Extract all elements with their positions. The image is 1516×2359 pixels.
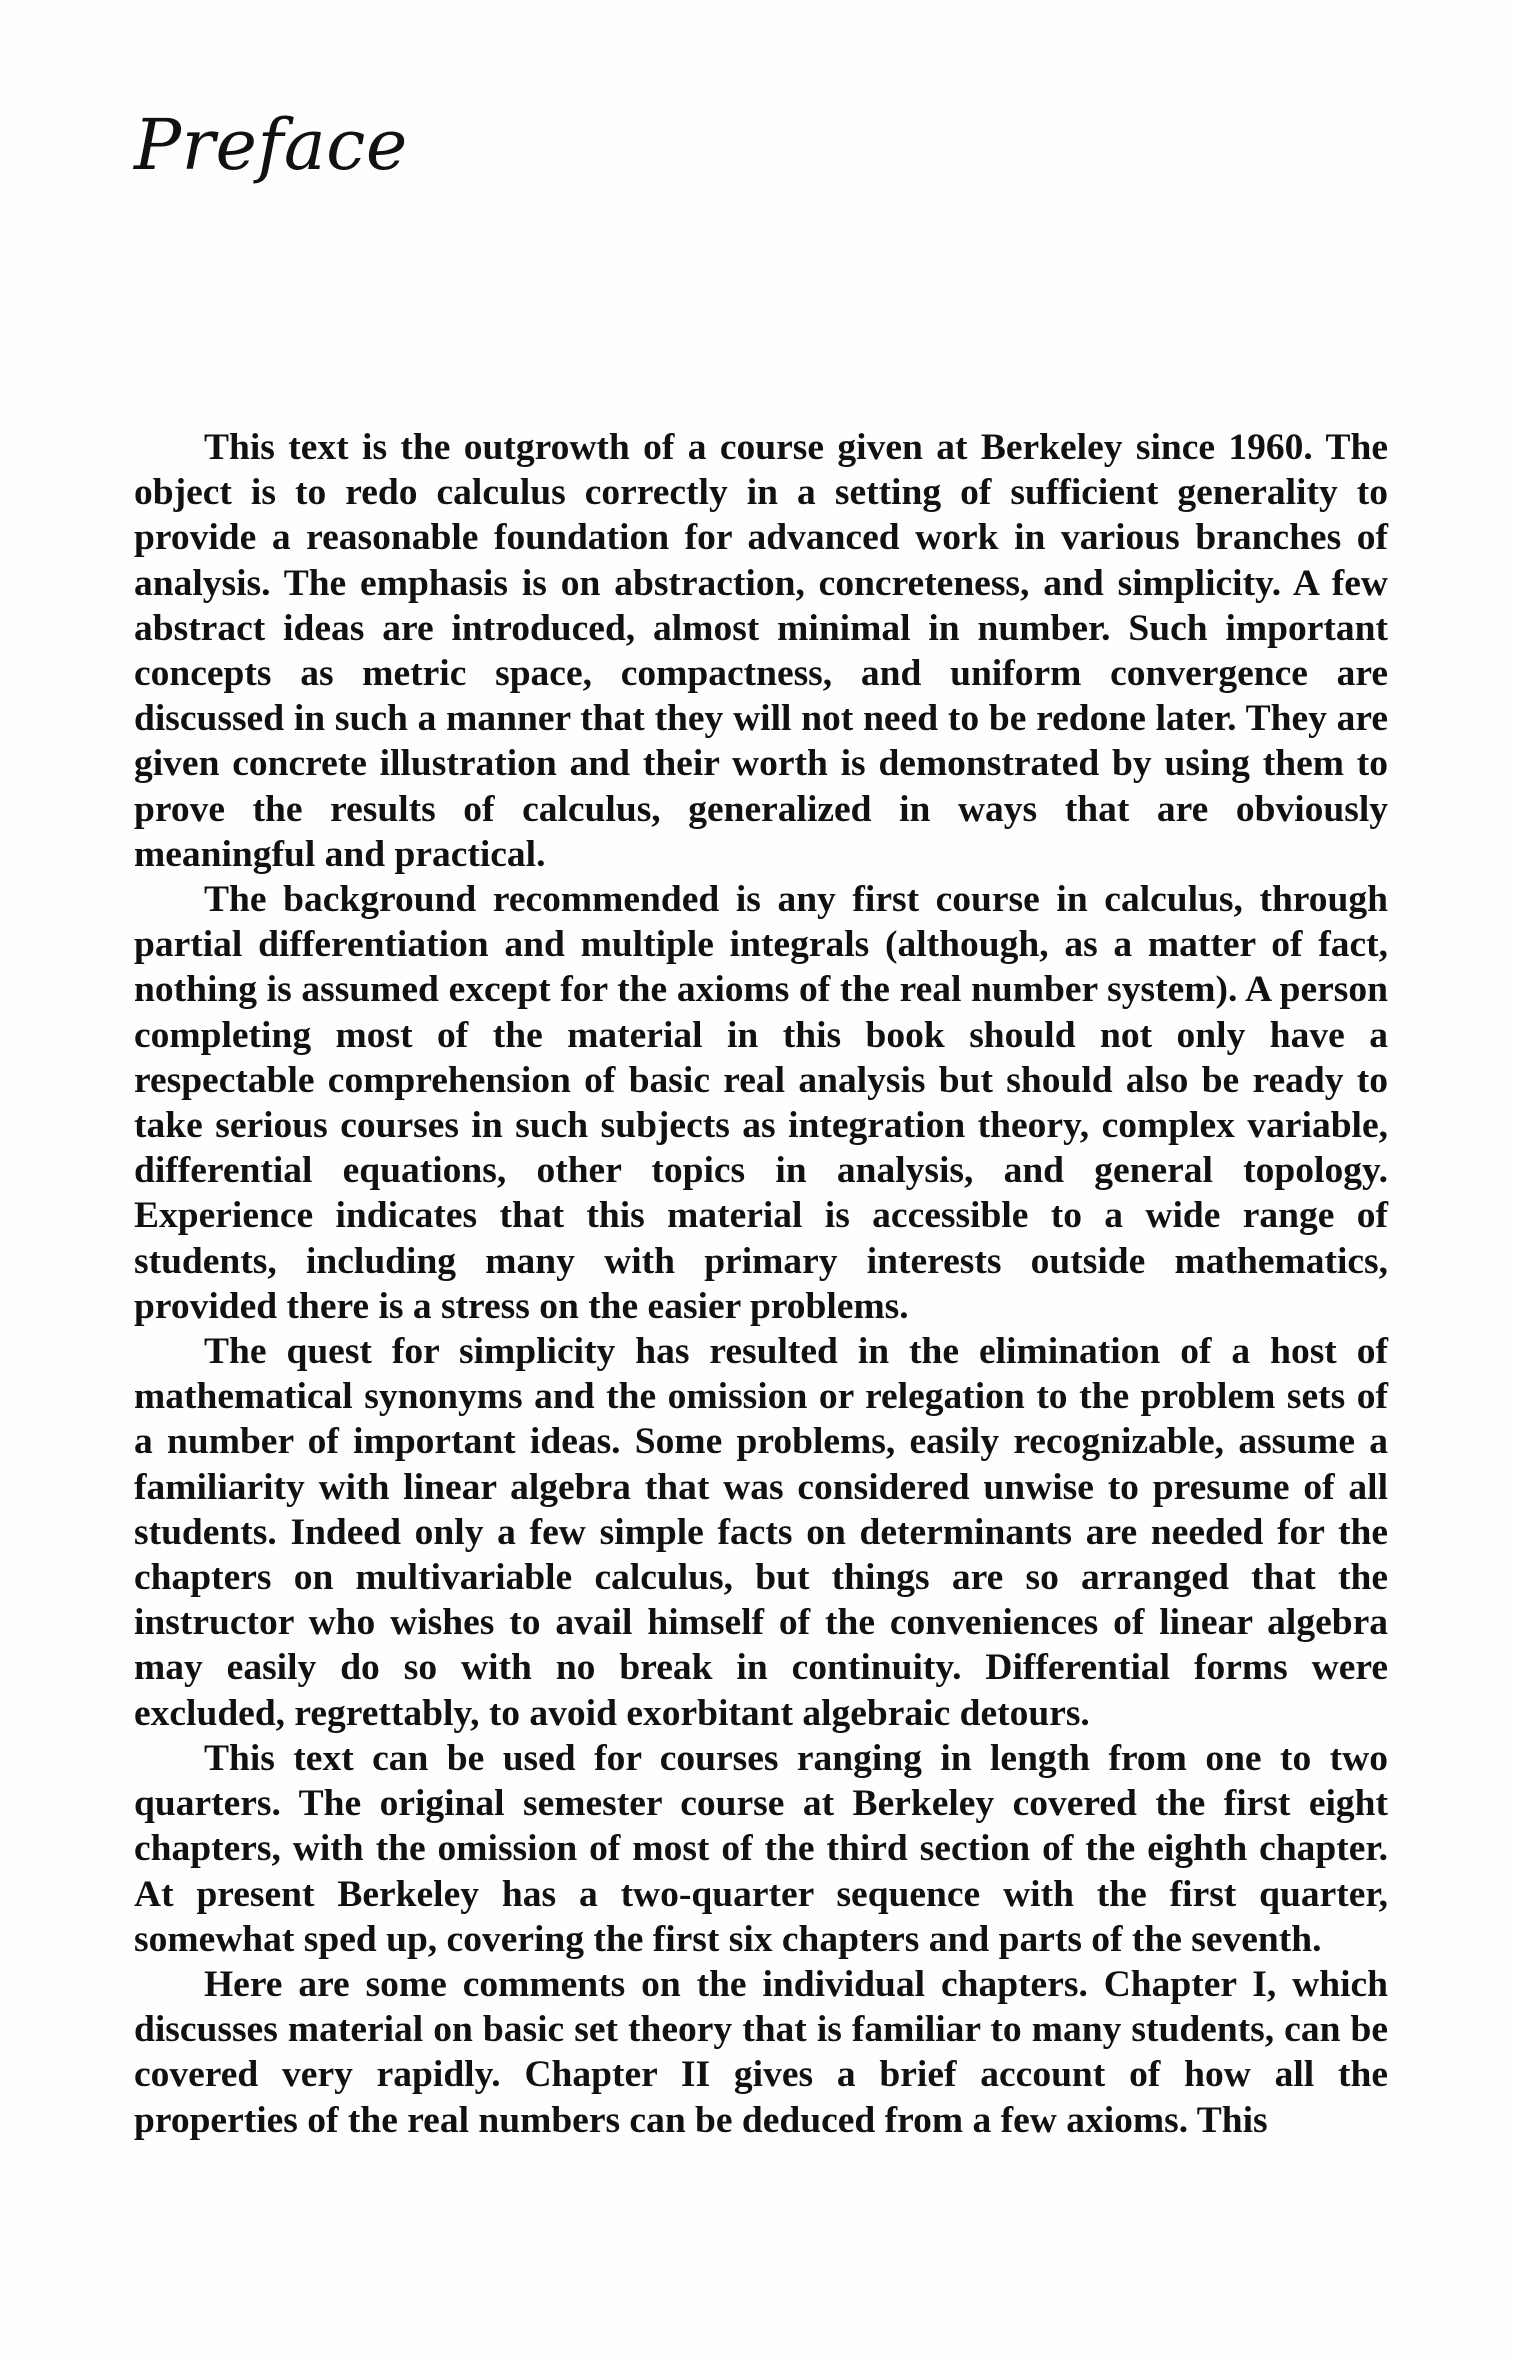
preface-body <box>134 425 1388 2143</box>
paragraph-1: This text is the outgrowth of a course given at Berkeley since 1960. The object is to redo calculus correctly in a setting of sufficient generality to provide a reasonable foundation for advanced work in various branches of analysis. The emphasis is on abstraction, concreteness, and simplicity. A few abstract ideas are introduced, almost minimal in number. Such important concepts as metric space, compactness, and uniform convergence are discussed in such a manner that they will not need to be redone later. They are given concrete illustration and their worth is demonstrated by using them to prove the results of calculus, generalized in ways that are obviously meaningful and practical. <box>134 427 1388 875</box>
page-title: Preface <box>134 104 408 186</box>
paragraph-4: This text can be used for courses ranging in length from one to two quarters. The original semester course at Berkeley covered the first eight chapters, with the omission of most of the third section of the eighth chapter. At present Berkeley has a two-quarter sequence with the first quarter, somewhat sped up, covering the first six chapters and parts of the seventh. <box>134 1737 1388 1960</box>
paragraph-5: Here are some comments on the individual chapters. Chapter I, which discusses material on basic set theory that is familiar to many students, can be covered very rapidly. Chapter II gives a brief account of how all the properties of the real numbers can be deduced from a few axioms. This <box>134 1963 1388 2141</box>
paragraph-3: The quest for simplicity has resulted in the elimination of a host of mathematical synonyms and the omission or relegation to the problem sets of a number of important ideas. Some problems, easily recognizable, assume a familiarity with linear algebra that was considered unwise to presume of all students. Indeed only a few simple facts on determinants are needed for the chapters on multivariable calculus, but things are so arranged that the instructor who wishes to avail himself of the conveniences of linear algebra may easily do so with no break in continuity. Differential forms were excluded, regrettably, to avoid exorbitant algebraic detours. <box>134 1331 1388 1734</box>
paragraph-2: The background recommended is any first course in calculus, through partial differentiation and multiple integrals (although, as a matter of fact, nothing is assumed except for the axioms of the real number system). A person completing most of the material in this book should not only have a respectable comprehension of basic real analysis but should also be ready to take serious courses in such subjects as integration theory, complex variable, differential equations, other topics in analysis, and general topology. Experience indicates that this material is accessible to a wide range of students, including many with primary interests outside mathematics, provided there is a stress on the easier problems. <box>134 879 1388 1327</box>
